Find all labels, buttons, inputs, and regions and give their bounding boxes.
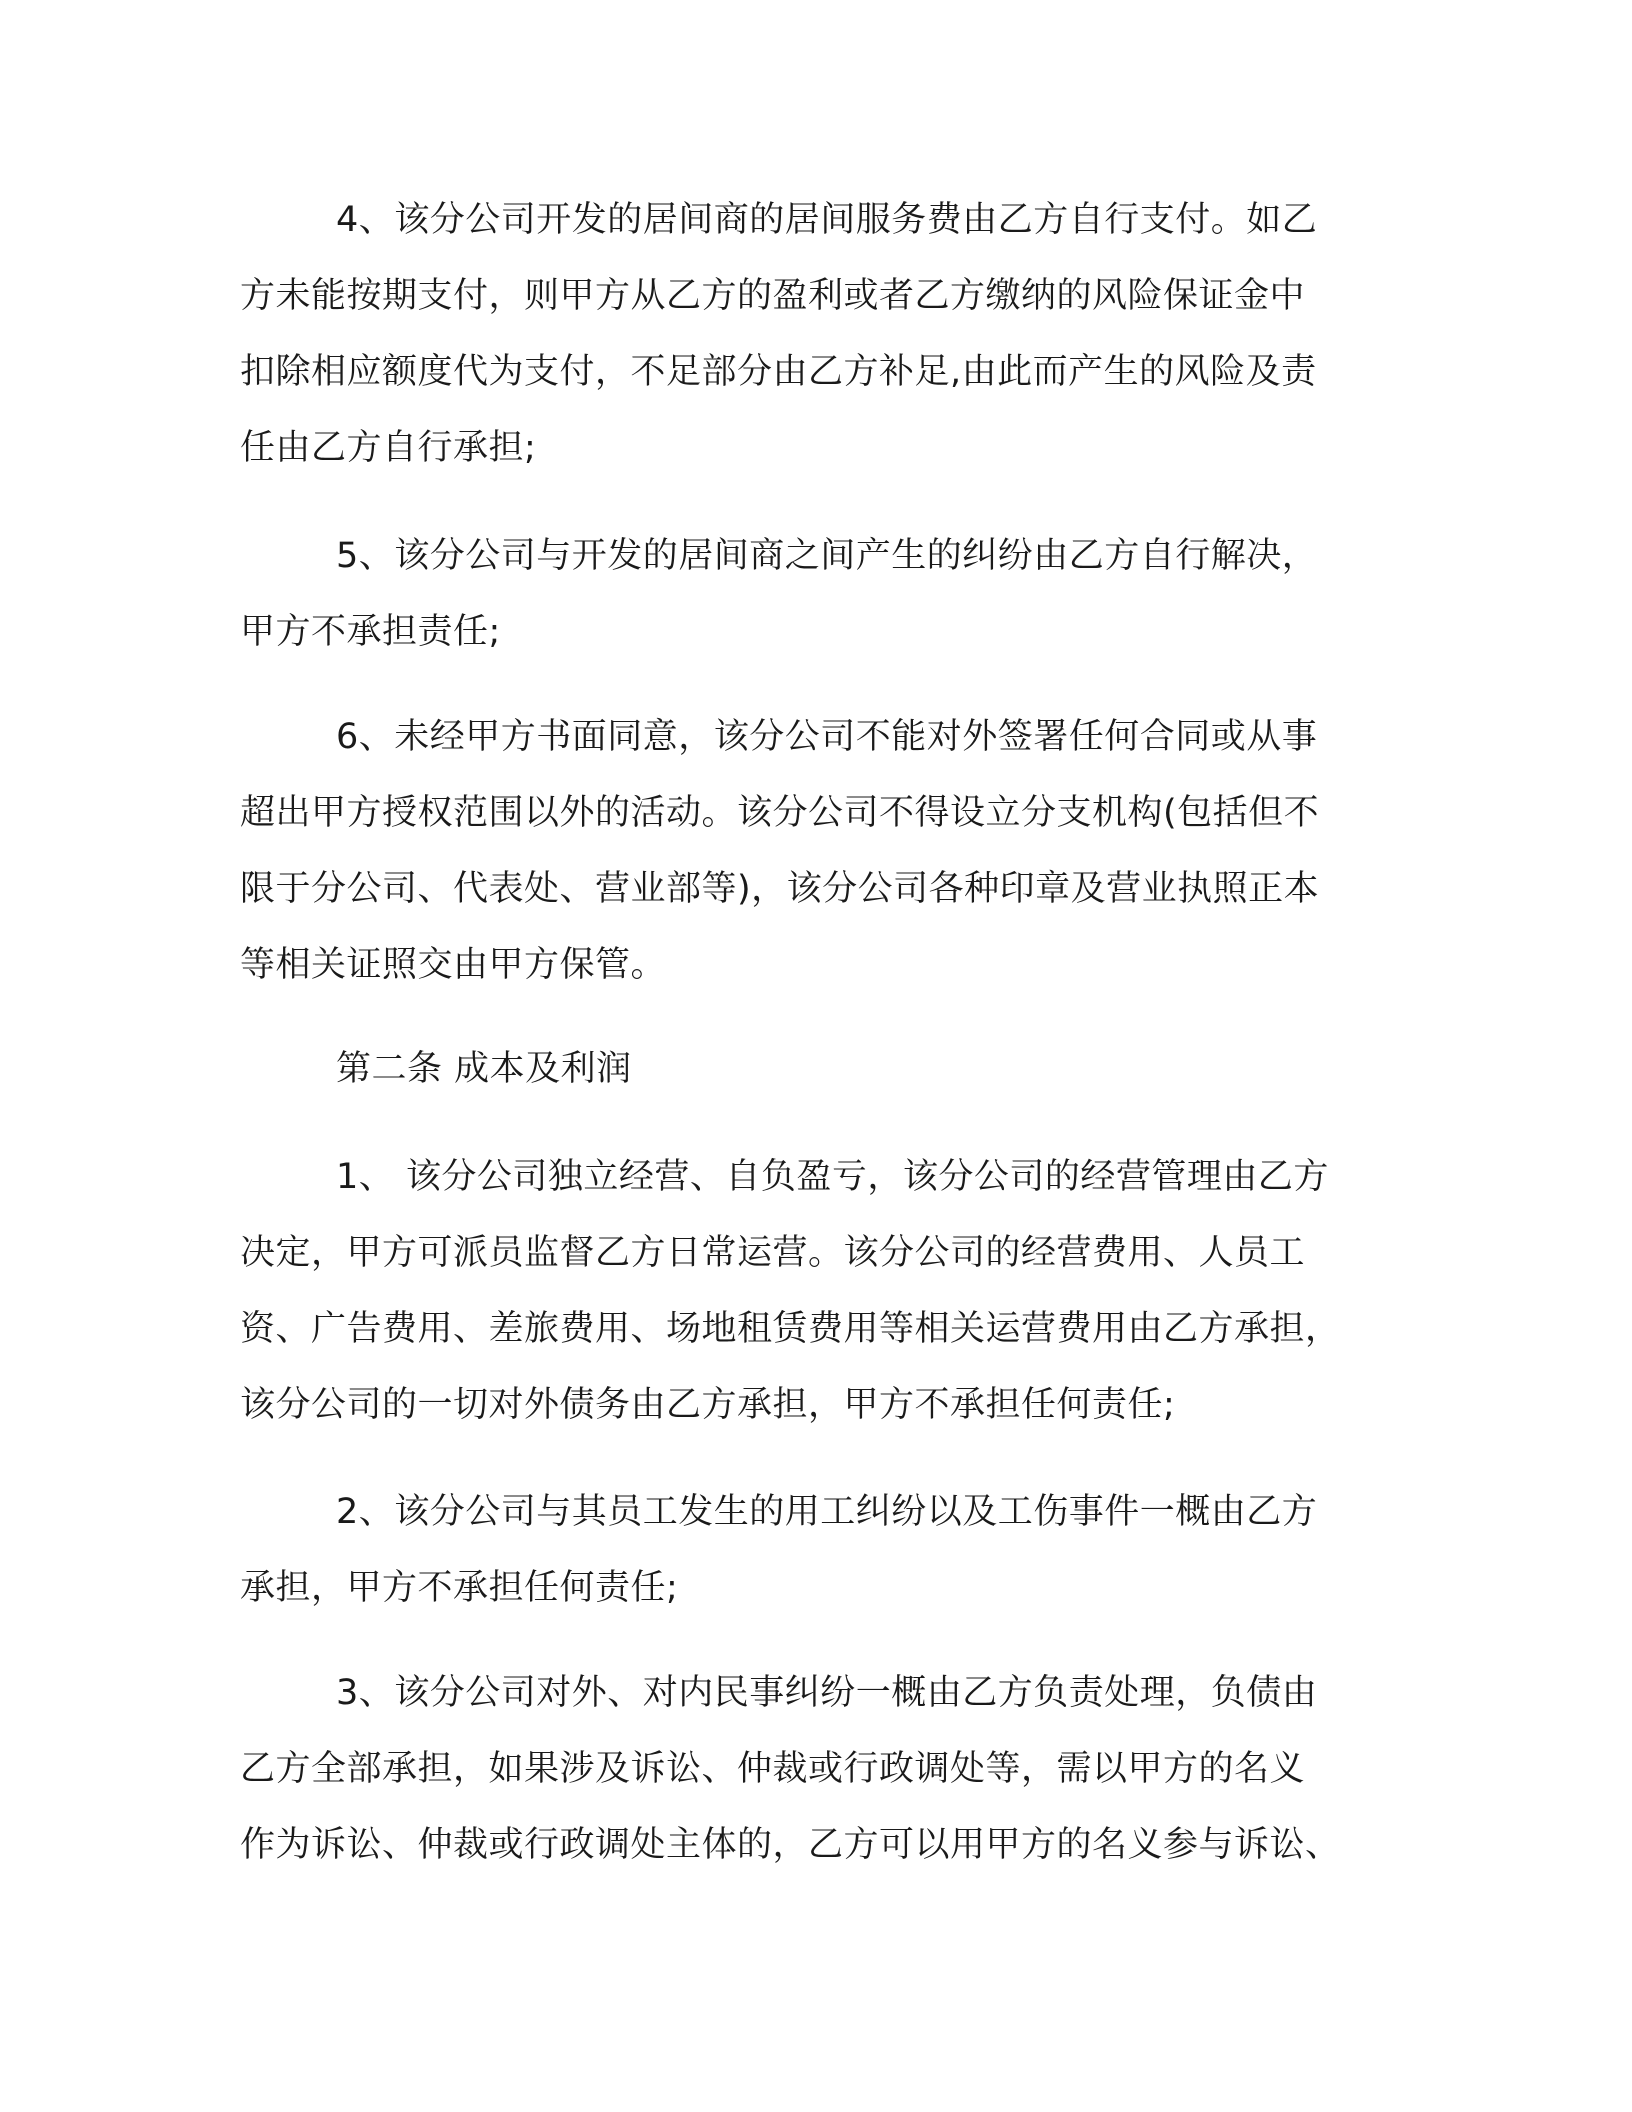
text-line: 2、该分公司与其员工发生的用工纠纷以及工伤事件一概由乙方 (336, 1492, 1318, 1532)
text-line: 承担，甲方不承担任何责任; (240, 1568, 679, 1608)
text-line: 4、该分公司开发的居间商的居间服务费由乙方自行支付。如乙 (336, 200, 1318, 240)
article-2-heading: 第二条 成本及利润 (336, 1049, 632, 1089)
text-line: 5、该分公司与开发的居间商之间产生的纠纷由乙方自行解决， (336, 536, 1318, 576)
text-line: 6、未经甲方书面同意，该分公司不能对外签署任何合同或从事 (336, 717, 1318, 757)
text-line: 3、该分公司对外、对内民事纠纷一概由乙方负责处理，负债由 (336, 1673, 1318, 1713)
clause-paragraph-1-6 (240, 699, 1372, 1003)
clause-paragraph-2-2 (240, 1474, 1372, 1626)
text-line: 决定，甲方可派员监督乙方日常运营。该分公司的经营费用、人员工 (240, 1233, 1306, 1273)
clause-paragraph-1-4 (240, 182, 1372, 486)
text-line: 超出甲方授权范围以外的活动。该分公司不得设立分支机构(包括但不 (240, 793, 1320, 833)
text-line: 甲方不承担责任; (240, 612, 501, 652)
text-line: 限于分公司、代表处、营业部等)，该分公司各种印章及营业执照正本 (240, 869, 1320, 909)
text-line: 资、广告费用、差旅费用、场地租赁费用等相关运营费用由乙方承担， (240, 1309, 1341, 1349)
text-line: 该分公司的一切对外债务由乙方承担，甲方不承担任何责任; (240, 1385, 1176, 1425)
clause-paragraph-2-3 (240, 1655, 1372, 1883)
text-line: 方未能按期支付，则甲方从乙方的盈利或者乙方缴纳的风险保证金中 (240, 276, 1306, 316)
text-line: 乙方全部承担，如果涉及诉讼、仲裁或行政调处等，需以甲方的名义 (240, 1749, 1306, 1789)
clause-paragraph-2-1 (240, 1139, 1372, 1443)
clause-paragraph-1-5 (240, 518, 1372, 670)
text-line: 等相关证照交由甲方保管。 (240, 945, 667, 985)
text-line: 作为诉讼、仲裁或行政调处主体的，乙方可以用甲方的名义参与诉讼、 (240, 1825, 1341, 1865)
text-line: 1、 该分公司独立经营、自负盈亏，该分公司的经营管理由乙方 (336, 1157, 1329, 1197)
text-line: 扣除相应额度代为支付，不足部分由乙方补足,由此而产生的风险及责 (240, 352, 1317, 392)
text-line: 任由乙方自行承担; (240, 428, 537, 468)
